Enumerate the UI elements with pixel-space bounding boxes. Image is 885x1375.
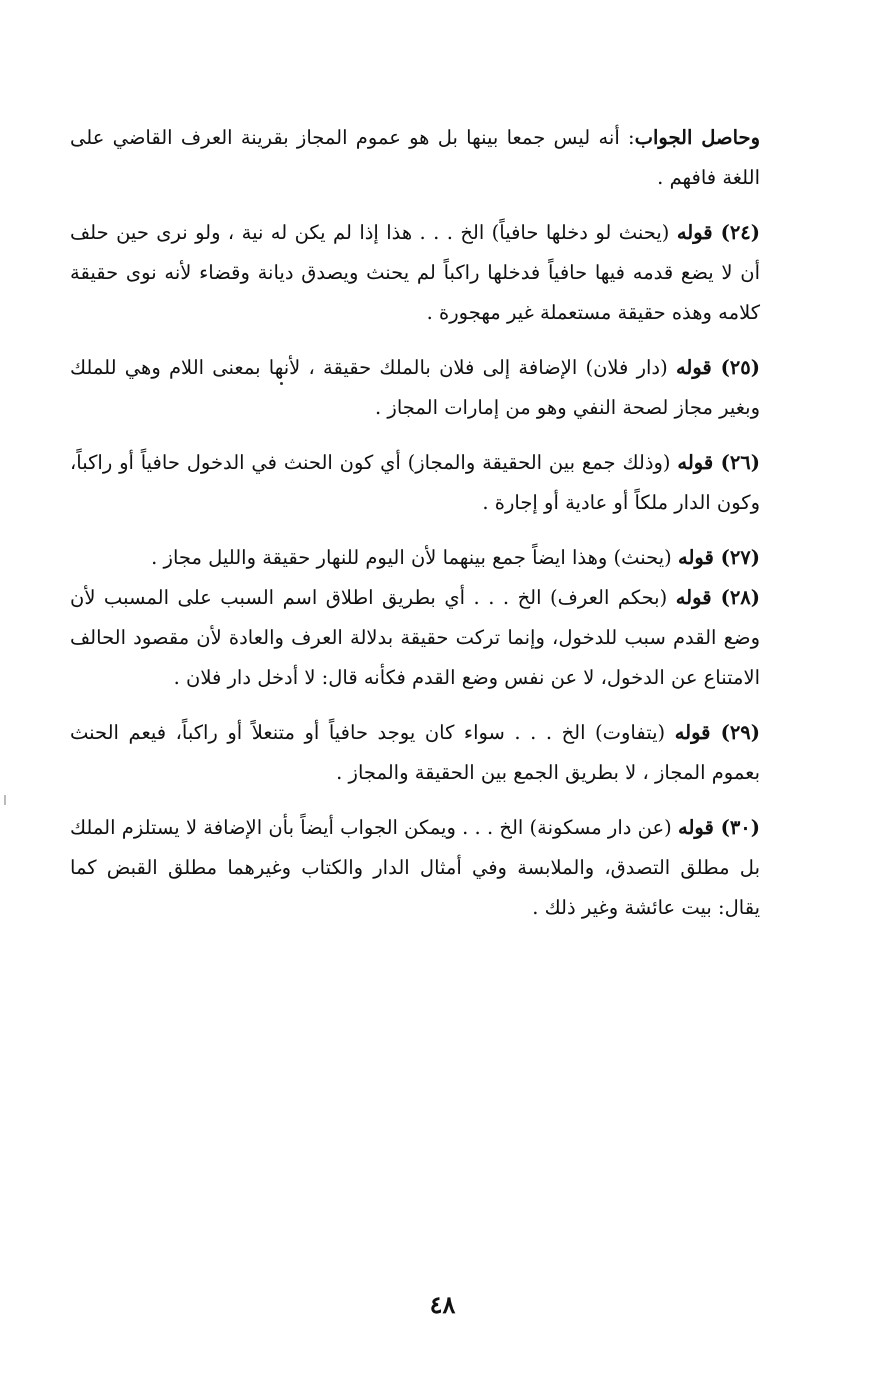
- note-text: (عن دار مسكونة) الخ . . . ويمكن الجواب أيضاً بأن الإضافة لا يستلزم الملك بل مطلق التصدق، والملابسة وفي أمثال الدار والكتاب وغيرهما مطلق القبض كما يقال: بيت عائشة وغير ذلك .: [70, 816, 760, 919]
- note-30: [70, 808, 760, 928]
- note-text: (يحنث) وهذا ايضاً جمع بينهما لأن اليوم للنهار حقيقة والليل مجاز .: [151, 546, 672, 569]
- note-29: [70, 713, 760, 793]
- note-text: (دار فلان) الإضافة إلى فلان بالملك حقيقة ، لأنها بمعنى اللام وهي للملك وبغير مجاز لصحة النفي وهو من إمارات المجاز .: [70, 356, 760, 419]
- paragraph-text: : أنه ليس جمعا بينها بل هو عموم المجاز بقرينة العرف القاضي على اللغة فافهم .: [70, 126, 760, 189]
- note-lead: (٢٨) قوله: [675, 586, 761, 609]
- note-25: [70, 348, 760, 428]
- note-text: (يتفاوت) الخ . . . سواء كان يوجد حافياً أو متنعلاً أو راكباً، فيعم الحنث بعموم المجاز ، لا بطريق الجمع بين الحقيقة والمجاز .: [70, 721, 760, 784]
- scan-edge-mark: [4, 795, 6, 805]
- note-lead: (٢٥) قوله: [675, 356, 760, 379]
- note-lead: (٢٧) قوله: [678, 546, 760, 569]
- stray-dot: [280, 382, 283, 385]
- note-26: [70, 443, 760, 523]
- page-number: ٤٨: [429, 1290, 456, 1319]
- note-28: [70, 578, 760, 698]
- paragraph-lead: وحاصل الجواب: [634, 126, 760, 149]
- paragraph-conclusion: [70, 118, 760, 198]
- note-text: (يحنث لو دخلها حافياً) الخ . . . هذا إذا لم يكن له نية ، ولو نرى حين حلف أن لا يضع قدمه فيها حافياً فدخلها راكباً لم يحنث ويصدق ديانة وقضاء لأنه نوى حقيقة كلامه وهذه حقيقة مستعملة غير مهجورة .: [70, 221, 760, 324]
- note-text: (وذلك جمع بين الحقيقة والمجاز) أي كون الحنث في الدخول حافياً أو راكباً، وكون الدار ملكاً أو عادية أو إجارة .: [70, 451, 760, 514]
- note-text: (بحكم العرف) الخ . . . أي بطريق اطلاق اسم السبب على المسبب لأن وضع القدم سبب للدخول، وإنما تركت حقيقة بدلالة العرف والعادة لأن مقصود الحالف الامتناع عن الدخول، لا عن نفس وضع القدم فكأنه قال: لا أدخل دار فلان .: [70, 586, 760, 689]
- note-lead: (٣٠) قوله: [677, 816, 760, 839]
- note-24: [70, 213, 760, 333]
- note-27: [70, 538, 760, 578]
- note-lead: (٢٤) قوله: [676, 221, 761, 244]
- note-lead: (٢٩) قوله: [674, 721, 761, 744]
- page-body: [70, 118, 760, 928]
- note-lead: (٢٦) قوله: [677, 451, 760, 474]
